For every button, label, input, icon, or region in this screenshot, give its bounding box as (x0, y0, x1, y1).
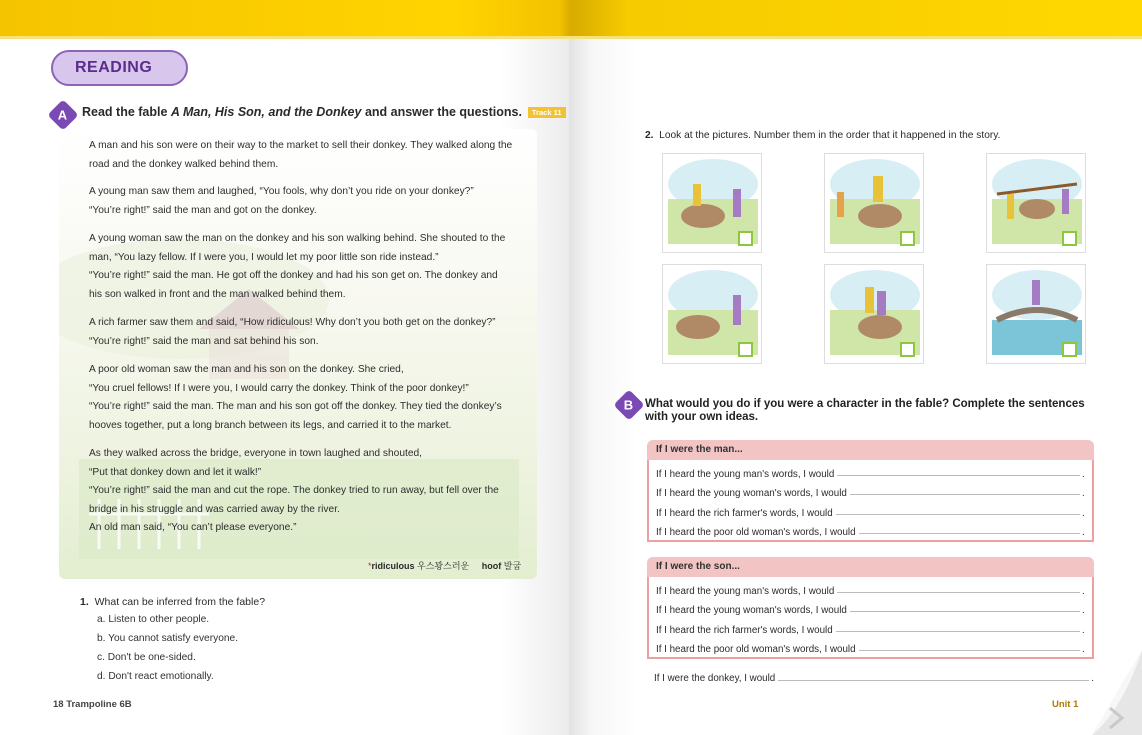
group-man-body (647, 460, 1094, 542)
track-badge[interactable]: Track 11 (528, 107, 566, 118)
story-picture-3 (986, 153, 1086, 253)
sentence-stem: If I heard the young woman's words, I would (656, 488, 847, 499)
story-picture-5 (824, 264, 924, 364)
option-c[interactable]: c. Don't be one-sided. (97, 652, 196, 663)
sentence-stem: If I heard the rich farmer's words, I would (656, 624, 833, 636)
story-paragraph-3 (89, 230, 529, 304)
story-line: “You cruel fellows! If I were you, I would carry the donkey. Think of the poor donkey!” (89, 382, 469, 394)
glossary-word-1: ridiculous (371, 561, 415, 571)
glossary-meaning-2: 발굽 (503, 561, 522, 571)
sentence-row (649, 577, 1092, 597)
group-man-title: If I were the man... (647, 440, 1094, 460)
sentence-row (649, 460, 1092, 480)
story-line: his son walked in front and the man walked behind them. (89, 288, 346, 300)
period: . (1082, 468, 1085, 480)
story-line: man, “You lazy fellow. If I were you, I would let my poor little son ride instead.” (89, 251, 439, 263)
story-picture-1 (662, 153, 762, 253)
glossary-meaning-1: 우스꽝스러운 (417, 561, 470, 571)
story-paragraph-6 (89, 445, 529, 538)
story-line: As they walked across the bridge, everyone in town laughed and shouted, (89, 448, 423, 459)
sentence-row (649, 499, 1092, 519)
question-2-text: Look at the pictures. Number them in the order that it happened in the story. (659, 130, 1001, 141)
answer-line[interactable] (850, 611, 1080, 612)
period: . (1082, 644, 1085, 655)
answer-line[interactable] (837, 475, 1080, 476)
sentence-row (649, 480, 1092, 500)
donkey-sentence-stem: If I were the donkey, I would (654, 673, 776, 684)
answer-line[interactable] (836, 631, 1080, 632)
sentence-stem: If I heard the young woman's words, I would (656, 605, 847, 616)
story-line: A young man saw them and laughed, “You fools, why don’t you ride on your donkey?” (89, 186, 474, 197)
answer-line[interactable] (859, 650, 1080, 651)
period: . (1082, 507, 1085, 519)
group-son-title: If I were the son... (647, 557, 1094, 577)
story-line: A man and his son were on their way to the market to sell their donkey. They walked along the (89, 140, 513, 151)
story-line: “You’re right!” said the man. The man and his son got off the donkey. They tied the donkey’s (89, 401, 502, 412)
question-2 (645, 130, 1000, 141)
story-paragraph-4 (89, 314, 529, 351)
period: . (1082, 624, 1085, 636)
story-line: A young woman saw the man on the donkey and his son walking behind. She shouted to the (89, 233, 506, 244)
sentence-stem: If I heard the young man's words, I would (656, 585, 835, 597)
group-son-body (647, 577, 1094, 659)
sentence-stem: If I heard the young man's words, I would (656, 468, 835, 480)
story-line: “Put that donkey down and let it walk!” (89, 466, 262, 478)
sentence-row (649, 616, 1092, 636)
glossary-star: * (368, 561, 372, 571)
answer-line[interactable] (837, 592, 1080, 593)
answer-box[interactable] (738, 342, 753, 357)
question-1-text: What can be inferred from the fable? (94, 596, 266, 608)
part-b-badge-letter: B (624, 397, 634, 413)
part-a-badge-letter: A (58, 107, 68, 123)
footer-unit: Unit 1 (1052, 699, 1079, 710)
answer-line[interactable] (859, 533, 1080, 534)
story-picture-2 (824, 153, 924, 253)
story-line: A poor old woman saw the man and his son on the donkey. She cried, (89, 364, 404, 375)
glossary-word-2: hoof (481, 561, 502, 571)
section-label-pill: READING (51, 50, 188, 86)
story-line: A rich farmer saw them and said, “How ridiculous! Why don’t you both get on the donkey?” (89, 317, 496, 328)
story-picture-6 (986, 264, 1086, 364)
glossary (368, 559, 521, 572)
part-b-instruction: What would you do if you were a character in the fable? Complete the sentences with your own ideas. (645, 398, 1085, 423)
top-color-band (0, 0, 1142, 36)
fable-title: A Man, His Son, and the Donkey (170, 105, 362, 119)
answer-line[interactable] (836, 514, 1080, 515)
instruction-pre: Read the fable (82, 105, 171, 119)
question-1-number: 1. (80, 596, 89, 608)
sentence-row (649, 597, 1092, 617)
group-man (647, 440, 1094, 542)
footer-page-number: 18 Trampoline 6B (53, 699, 132, 710)
option-d[interactable]: d. Don't react emotionally. (97, 671, 214, 682)
page-curl[interactable] (1092, 650, 1142, 735)
story-line: bridge in his struggle and was carried away by the river. (89, 503, 340, 515)
sentence-stem: If I heard the poor old woman's words, I would (656, 644, 856, 655)
period: . (1082, 527, 1085, 538)
group-son (647, 557, 1094, 659)
story-line: “You’re right!” said the man and sat behind his son. (89, 335, 319, 347)
period: . (1082, 488, 1085, 499)
period: . (1091, 673, 1094, 684)
sentence-row (649, 519, 1092, 539)
period: . (1082, 605, 1085, 616)
option-b[interactable]: b. You cannot satisfy everyone. (97, 633, 239, 644)
story-paragraph-1 (89, 137, 529, 174)
story-line: “You’re right!” said the man and got on the donkey. (89, 204, 317, 216)
answer-box[interactable] (900, 231, 915, 246)
story-line: “You’re right!” said the man. He got off the donkey and had his son get on. The donkey and (89, 270, 498, 281)
option-a[interactable]: a. Listen to other people. (97, 614, 210, 625)
story-line: “You’re right!” said the man and cut the rope. The donkey tried to run away, but fell over the (89, 485, 499, 496)
answer-box[interactable] (1062, 342, 1077, 357)
sentence-stem: If I heard the rich farmer's words, I would (656, 507, 833, 519)
story-line: hooves together, put a long branch between its legs, and carried it to the market. (89, 419, 452, 431)
story-line: An old man said, “You can’t please everyone.” (89, 522, 297, 533)
story-paragraph-5 (89, 361, 529, 435)
sentence-stem: If I heard the poor old woman's words, I would (656, 527, 856, 538)
question-2-number: 2. (645, 130, 654, 141)
story-line: road and the donkey walked behind them. (89, 158, 279, 170)
answer-box[interactable] (738, 231, 753, 246)
answer-line[interactable] (778, 680, 1089, 681)
story-picture-4 (662, 264, 762, 364)
instruction-post: and answer the questions. (361, 105, 522, 119)
question-1 (80, 596, 265, 608)
answer-line[interactable] (850, 494, 1080, 495)
sentence-row (649, 636, 1092, 656)
period: . (1082, 585, 1085, 597)
part-a-instruction (82, 105, 566, 119)
answer-box[interactable] (900, 342, 915, 357)
answer-box[interactable] (1062, 231, 1077, 246)
story-paragraph-2 (89, 183, 529, 220)
donkey-sentence-row (654, 673, 1094, 684)
